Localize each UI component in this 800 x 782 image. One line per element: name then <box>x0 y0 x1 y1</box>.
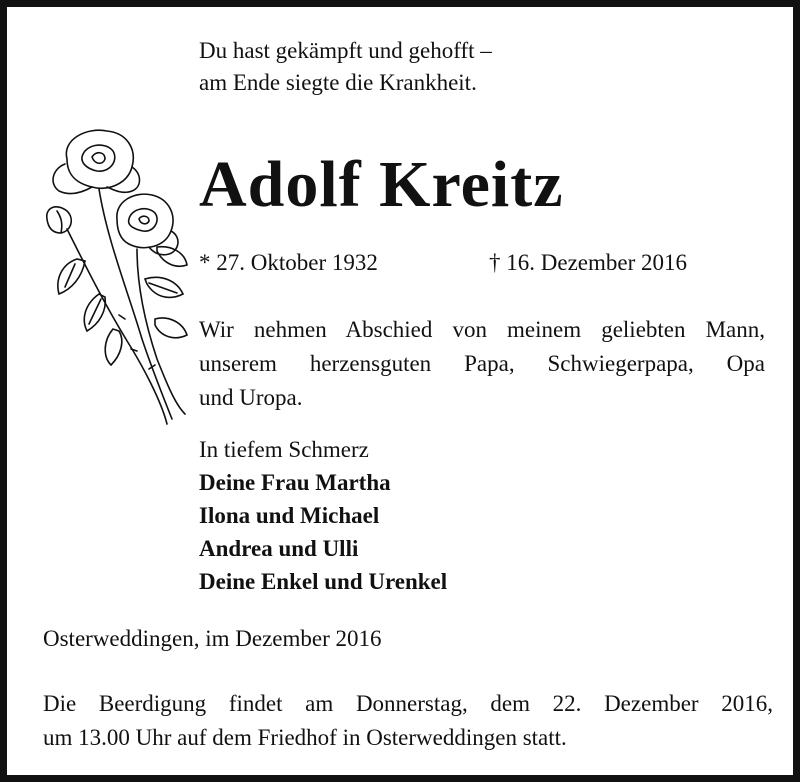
roses-illustration <box>37 119 197 439</box>
mourners-intro: In tiefem Schmerz <box>199 437 369 462</box>
funeral-line: um 13.00 Uhr auf dem Friedhof in Osterweddingen statt. <box>43 725 567 750</box>
death-date: † 16. Dezember 2016 <box>489 250 687 275</box>
motto <box>199 35 492 99</box>
place-date: Osterweddingen, im Dezember 2016 <box>43 626 382 651</box>
deceased-name: Adolf Kreitz <box>199 148 564 221</box>
farewell-line: unserem herzensguten Papa, Schwiegerpapa, Opa <box>199 351 765 376</box>
mourner-name: Deine Enkel und Urenkel <box>199 569 448 594</box>
mourners <box>199 433 447 598</box>
farewell-text <box>199 313 765 415</box>
mourner-name: Andrea und Ulli <box>199 536 359 561</box>
birth-date: * 27. Oktober 1932 <box>199 250 378 275</box>
motto-line: am Ende siegte die Krankheit. <box>199 70 477 95</box>
mourner-name: Deine Frau Martha <box>199 470 391 495</box>
motto-line: Du hast gekämpft und gehofft – <box>199 38 492 63</box>
mourner-name: Ilona und Michael <box>199 503 380 528</box>
farewell-line: und Uropa. <box>199 385 303 410</box>
funeral-line: Die Beerdigung findet am Donnerstag, dem 22. Dezember 2016, <box>43 691 773 716</box>
farewell-line: Wir nehmen Abschied von meinem geliebten Mann, <box>199 317 765 342</box>
funeral-info <box>43 687 773 755</box>
